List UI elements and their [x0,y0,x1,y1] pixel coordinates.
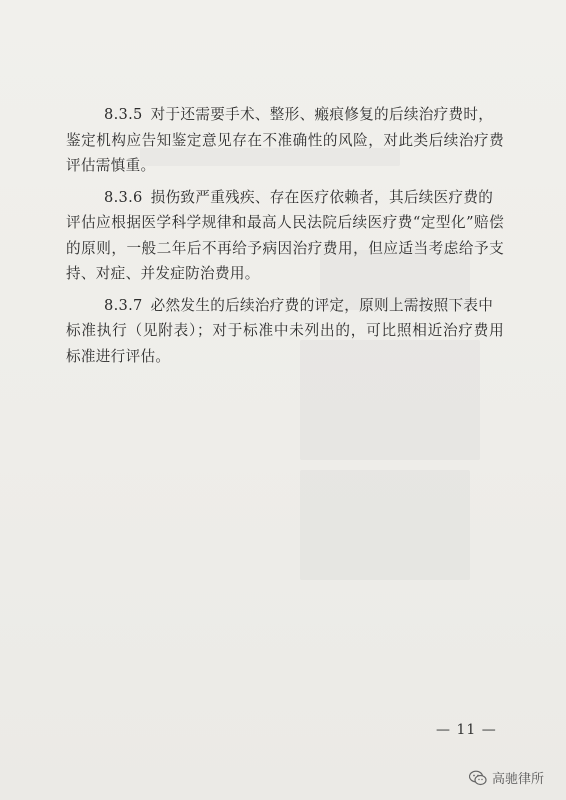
paragraph-continuation: 鉴定机构应告知鉴定意见存在不准确性的风险，对此类后续治疗费评估需慎重。 [66,131,504,174]
paragraph-8-3-5 [66,102,504,179]
paragraph-first-line: 必然发生的后续治疗费的评定，原则上需按照下表中 [150,296,494,314]
clause-number: 8.3.6 [104,188,143,206]
paragraph-8-3-7 [66,293,504,370]
paragraph-8-3-6 [66,185,504,287]
page-number: — 11 — [436,722,497,738]
account-watermark [469,768,544,787]
body-text [66,102,504,375]
watermark-label: 高驰律所 [491,772,544,787]
paragraph-first-line: 损伤致严重残疾、存在医疗依赖者，其后续医疗费的 [150,188,494,206]
clause-number: 8.3.7 [104,296,143,314]
paragraph-continuation: 标准执行（见附表）；对于标准中未列出的，可比照相近治疗费用标准进行评估。 [66,322,504,365]
clause-number: 8.3.5 [104,106,143,123]
paragraph-continuation: 评估应根据医学科学规律和最高人民法院后续医疗费“定型化”赔偿的原则，一般二年后不再给予病因治疗费用，但应适当考虑给予支持、对症、并发症防治费用。 [66,214,504,282]
wechat-icon [469,770,487,786]
bleed-through-mark [300,470,470,580]
paragraph-first-line: 对于还需要手术、整形、瘢痕修复的后续治疗费时， [150,106,494,123]
